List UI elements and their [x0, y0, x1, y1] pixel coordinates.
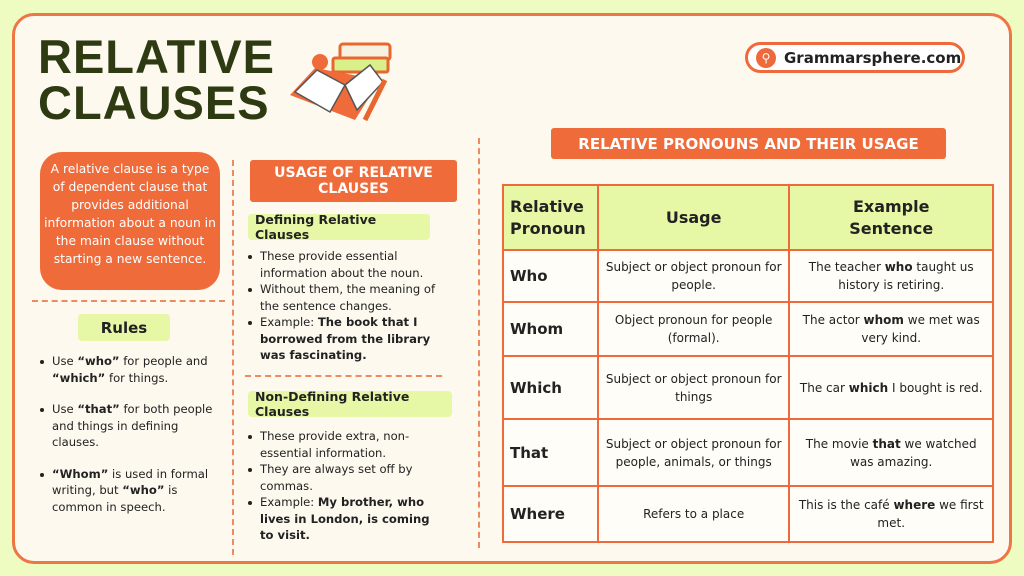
text: is used in formal writing, but: [52, 466, 209, 497]
pronoun-cell: Which: [503, 356, 598, 419]
bold-text: who: [884, 260, 913, 274]
divider: [478, 138, 480, 548]
bold-text: My brother, who lives in London, is coming to visit.: [260, 495, 430, 542]
usage-header: USAGE OF RELATIVE CLAUSES: [250, 160, 457, 202]
usage-cell: Object pronoun for people (formal).: [598, 302, 790, 356]
table-row: [503, 302, 993, 356]
table-row: [503, 419, 993, 486]
pronoun-cell: Whom: [503, 302, 598, 356]
text: The teacher: [808, 260, 885, 274]
example-cell: [789, 250, 993, 302]
usage-cell: Subject or object pronoun for people.: [598, 250, 790, 302]
bold-text: which: [848, 380, 889, 395]
non-defining-label: Non-Defining Relative Clauses: [248, 391, 452, 417]
usage-cell: Subject or object pronoun for people, animals, or things: [598, 419, 790, 486]
bold-text: “Whom”: [52, 466, 109, 481]
non-defining-list: [246, 428, 446, 544]
bold-text: “who”: [77, 354, 120, 368]
bold-text: whom: [863, 313, 904, 327]
text: we watched was amazing.: [850, 436, 977, 469]
bold-text: “who”: [122, 483, 165, 497]
text: They are always set off by commas.: [260, 462, 413, 493]
usage-cell: Subject or object pronoun for things: [598, 356, 790, 419]
pronoun-cell: That: [503, 419, 598, 486]
list-item: [38, 466, 213, 516]
table-row: [503, 356, 993, 419]
example-cell: [789, 419, 993, 486]
list-item: [246, 248, 446, 281]
brand-name: Grammarsphere.com: [784, 48, 962, 67]
list-item: [38, 353, 213, 386]
book-illustration-icon: [285, 40, 410, 125]
text: These provide essential information about the noun.: [260, 249, 424, 280]
defining-label: Defining Relative Clauses: [248, 214, 430, 240]
text: Example:: [260, 315, 318, 329]
list-item: [246, 428, 446, 461]
table-header: RELATIVE PRONOUNS AND THEIR USAGE: [551, 128, 946, 159]
text: The movie: [805, 436, 873, 451]
example-cell: [789, 302, 993, 356]
brand-logo[interactable]: [745, 42, 965, 73]
text: for both people and things in defining clauses.: [52, 402, 213, 449]
text: I bought is red.: [888, 380, 983, 395]
bold-text: The book that I borrowed from the library was fascinating.: [260, 315, 431, 362]
divider: [32, 300, 225, 302]
list-item: [246, 461, 446, 494]
title-line-2: CLAUSES: [38, 76, 270, 129]
divider: [232, 160, 234, 555]
text: taught us history is retiring.: [838, 260, 974, 292]
column-header: Relative Pronoun: [503, 185, 598, 250]
divider: [245, 375, 442, 377]
list-item: [246, 314, 446, 364]
text: Example:: [260, 495, 318, 509]
defining-list: [246, 248, 446, 364]
column-header: Usage: [598, 185, 790, 250]
table-row: [503, 486, 993, 542]
text: is common in speech.: [52, 483, 178, 514]
text: Use: [52, 354, 78, 368]
column-header: Example Sentence: [789, 185, 993, 250]
list-item: [246, 281, 446, 314]
text: for things.: [105, 370, 169, 385]
rules-label: Rules: [78, 314, 170, 341]
text: Without them, the meaning of the sentence changes.: [260, 282, 436, 313]
bold-text: “which”: [52, 370, 106, 385]
bold-text: that: [872, 436, 901, 451]
text: The actor: [802, 313, 864, 327]
example-cell: [789, 356, 993, 419]
text: we met was very kind.: [861, 313, 980, 345]
table-row: [503, 250, 993, 302]
magnifier-icon: ⚲: [756, 48, 776, 68]
page-title: [38, 30, 275, 129]
pronoun-table: [502, 184, 994, 543]
rules-list: [38, 353, 213, 530]
text: The car: [799, 380, 849, 395]
title-line-1: RELATIVE: [38, 30, 275, 83]
example-cell: [789, 486, 993, 542]
text: These provide extra, non-essential information.: [260, 429, 410, 460]
list-item: [246, 494, 446, 544]
usage-cell: Refers to a place: [598, 486, 790, 542]
text: This is the café: [798, 498, 894, 512]
text: Use: [52, 402, 78, 416]
definition-box: A relative clause is a type of dependent clause that provides additional information about a noun in the main clause without starting a new sentence.: [40, 152, 220, 290]
pronoun-cell: Who: [503, 250, 598, 302]
list-item: [38, 401, 213, 451]
text: for people and: [119, 354, 208, 368]
pronoun-cell: Where: [503, 486, 598, 542]
bold-text: where: [893, 498, 936, 512]
text: we first met.: [877, 498, 984, 530]
bold-text: “that”: [77, 402, 120, 416]
